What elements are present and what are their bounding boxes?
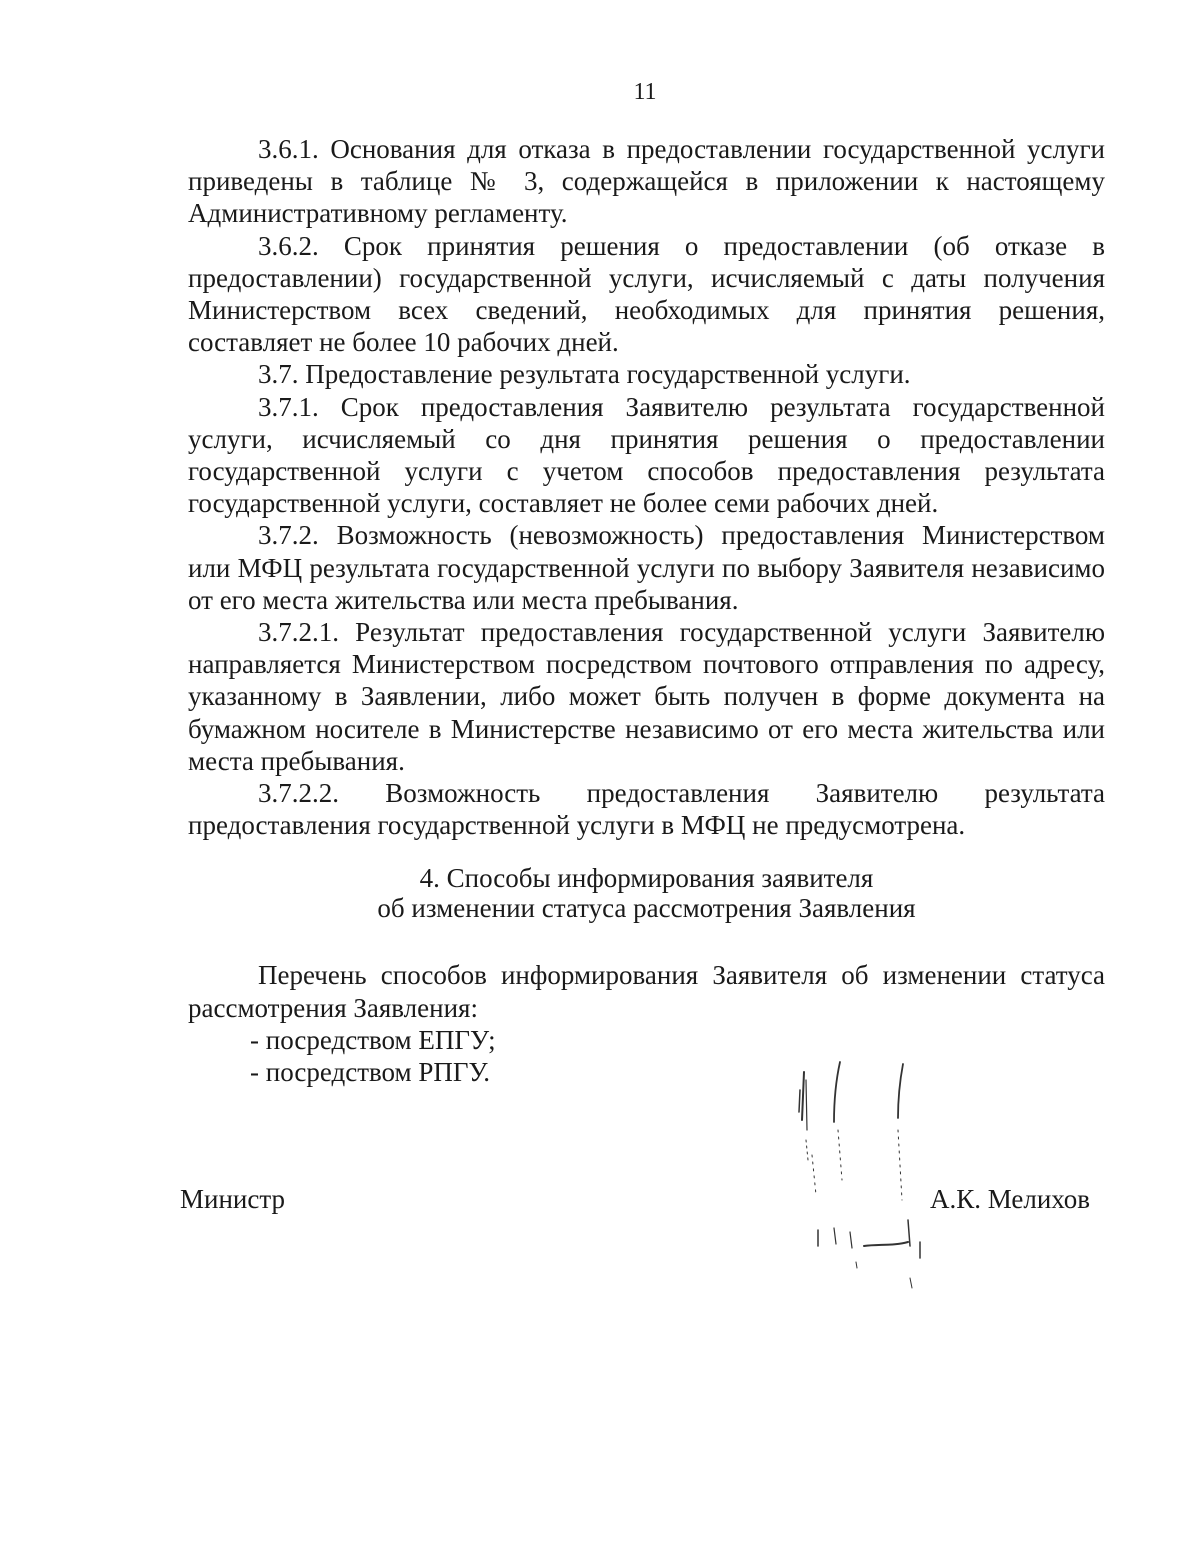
paragraph-3-7-2: 3.7.2. Возможность (невозможность) предоставления Министерством или МФЦ результата государственной услуги по выбору Заявителя независимо от его места жительства или места пребывания. (188, 520, 1105, 615)
page-number: 11 (633, 79, 657, 105)
paragraph-3-7-2-2: 3.7.2.2. Возможность предоставления Заявителю результата предоставления государственной услуги в МФЦ не предусмотрена. (188, 778, 1105, 841)
paragraph-3-7: 3.7. Предоставление результата государственной услуги. (258, 359, 911, 390)
paragraph-3-7-2-1: 3.7.2.1. Результат предоставления государственной услуги Заявителю направляется Министерством посредством почтового отправления по адресу, указанному в Заявлении, либо может быть получен в форме документа на бумажном носителе в Министерстве независимо от его места жительства или места пребывания. (188, 617, 1105, 776)
section-4-heading-line2: об изменении статуса рассмотрения Заявления (377, 893, 916, 924)
list-item: - посредством РПГУ. (250, 1057, 490, 1088)
section-4-heading (188, 863, 1105, 923)
paragraph-3-7-1: 3.7.1. Срок предоставления Заявителю результата государственной услуги, исчисляемый со дня принятия решения о предоставлении государственной услуги с учетом способов предоставления результата государственной услуги, составляет не более семи рабочих дней. (188, 391, 1105, 519)
list-item: - посредством ЕПГУ; (250, 1024, 496, 1055)
signatory-name: А.К. Мелихов (929, 1184, 1090, 1214)
paragraph-3-6-2: 3.6.2. Срок принятия решения о предоставлении (об отказе в предоставлении) государственной услуги, исчисляемый с даты получения Министерством всех сведений, необходимых для принятия решения, составляет не более 10 рабочих дней. (188, 230, 1105, 358)
section-4-heading-line1: 4. Способы информирования заявителя (419, 863, 874, 894)
handwritten-signature (790, 1060, 940, 1300)
paragraph-3-6-1: 3.6.1. Основания для отказа в предоставлении государственной услуги приведены в таблице № 3, содержащейся в приложении к настоящему Административному регламенту. (188, 134, 1105, 229)
section-4-intro: Перечень способов информирования Заявителя об изменении статуса рассмотрения Заявления: (188, 960, 1105, 1023)
signatory-title: Министр (180, 1184, 285, 1214)
document-body (188, 133, 1105, 1088)
